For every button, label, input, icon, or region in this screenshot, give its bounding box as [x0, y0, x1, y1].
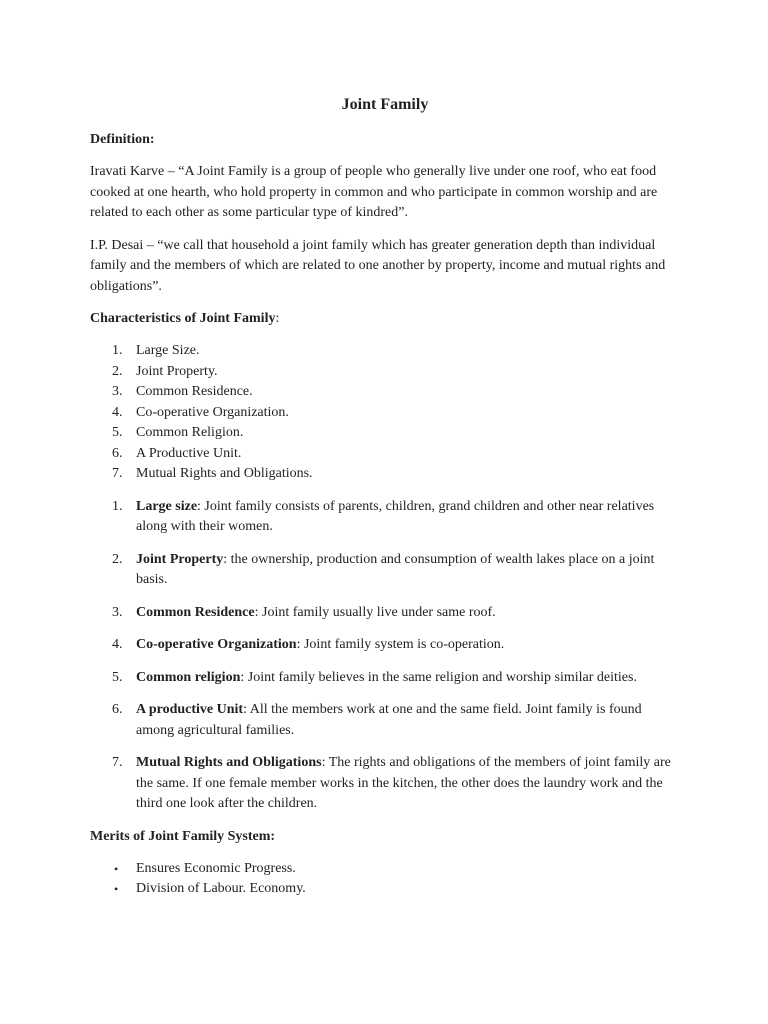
document-title: Joint Family [341, 96, 429, 113]
item-number: 7. [112, 466, 123, 481]
item-number: 1. [112, 498, 123, 514]
characteristic-item [90, 423, 680, 444]
characteristics-list [90, 341, 680, 485]
merit-text: Division of Labour. Economy. [136, 881, 306, 896]
characteristic-item [90, 341, 680, 362]
definition-heading: Definition: [90, 132, 155, 147]
item-number: 5. [112, 425, 123, 440]
item-number: 3. [112, 604, 123, 620]
detail-item [90, 550, 680, 591]
detail-item [90, 497, 680, 538]
item-text: Mutual Rights and Obligations. [136, 466, 313, 481]
detail-term: Mutual Rights and Obligations [136, 755, 322, 770]
merits-list [90, 859, 680, 900]
detail-term: Common religion [136, 669, 241, 685]
detail-term: Joint Property [136, 551, 224, 567]
merit-text: Ensures Economic Progress. [136, 860, 296, 876]
detail-term: Co-operative Organization [136, 637, 297, 652]
characteristic-item [90, 444, 680, 465]
detail-item [90, 700, 680, 741]
detail-item [90, 635, 680, 656]
item-number: 5. [112, 669, 123, 685]
item-number: 3. [112, 384, 123, 399]
characteristic-item [90, 403, 680, 424]
characteristic-item [90, 362, 680, 383]
item-text: A Productive Unit. [136, 445, 242, 461]
item-number: 1. [112, 343, 123, 358]
characteristics-heading-colon: : [275, 311, 280, 326]
characteristics-heading [90, 309, 680, 329]
detail-text: : All the members work at one and the same field. Joint family is found among agricultural families. [136, 702, 642, 738]
detail-item [90, 668, 680, 689]
item-text: Common Religion. [136, 425, 244, 440]
detail-term: Common Residence [136, 604, 255, 620]
item-number: 4. [112, 637, 123, 652]
characteristics-detail-list [90, 497, 680, 815]
detail-text: : Joint family believes in the same religion and worship similar deities. [240, 669, 637, 685]
item-number: 6. [112, 445, 123, 461]
detail-term: A productive Unit [136, 702, 244, 717]
item-number: 6. [112, 702, 123, 717]
characteristic-item [90, 464, 680, 485]
detail-item [90, 753, 680, 815]
bullet-icon: • [114, 861, 119, 876]
detail-term: Large size [136, 498, 198, 514]
definition-karve: Iravati Karve – “A Joint Family is a group of people who generally live under one roof, who eat food cooked at one hearth, who hold property in common and who participate in common worship and are related to each other as some particular type of kindred”. [90, 164, 658, 220]
merits-heading: Merits of Joint Family System: [90, 828, 276, 844]
item-number: 2. [112, 551, 123, 567]
item-number: 7. [112, 755, 123, 770]
item-number: 2. [112, 363, 123, 379]
detail-text: : Joint family consists of parents, children, grand children and other near relatives along with their women. [136, 498, 655, 534]
bullet-icon: • [114, 882, 119, 896]
characteristics-heading-text: Characteristics of Joint Family [90, 311, 276, 326]
item-text: Co-operative Organization. [136, 404, 289, 420]
characteristic-item [90, 382, 680, 403]
item-text: Common Residence. [136, 384, 253, 399]
detail-text: : Joint family usually live under same roof. [254, 604, 496, 620]
merit-item [90, 879, 680, 900]
item-text: Joint Property. [136, 363, 218, 379]
detail-text: : Joint family system is co-operation. [296, 637, 505, 652]
item-text: Large Size. [136, 343, 200, 358]
detail-text: : The rights and obligations of the members of joint family are the same. If one female member works in the kitchen, the other does the laundry work and the third one look after the children. [136, 755, 671, 811]
detail-item [90, 603, 680, 624]
merit-item [90, 859, 680, 880]
detail-text: : the ownership, production and consumption of wealth lakes place on a joint basis. [136, 551, 655, 587]
document-body [90, 94, 680, 900]
definition-desai: I.P. Desai – “we call that household a joint family which has greater generation depth than individual family and the members of which are related to one another by property, income and mutual rights and obligations”. [90, 237, 666, 294]
item-number: 4. [112, 404, 123, 420]
